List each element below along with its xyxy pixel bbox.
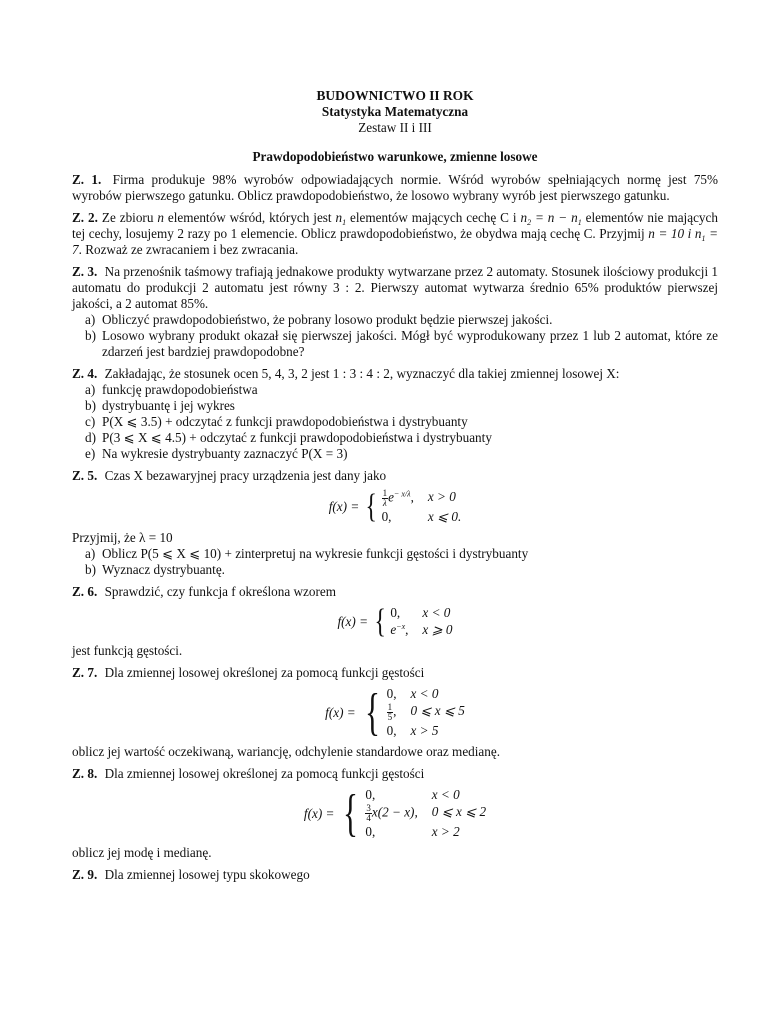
- problem-text: oblicz jej modę i medianę.: [72, 845, 212, 860]
- density-formula: f(x) = { 0, x < 0 $\frac{1}{5}$ , 0 ⩽ x ⩽ 5 0, x > 5: [325, 683, 465, 741]
- problem-label: Z. 1.: [72, 172, 102, 187]
- problem-9: [72, 867, 718, 883]
- problem-text: elementów wśród, których jest: [163, 210, 336, 225]
- section-title: Prawdopodobieństwo warunkowe, zmienne losowe: [252, 149, 538, 164]
- density-formula: f(x) = { 0, x < 0 $e^{-x}$, x ⩾ 0: [337, 602, 453, 640]
- problem-text: elementów nie mających tej cechy, losujemy 2 razy po 1 elemencie. Oblicz prawdopodobieństwo, że obydwa mają cechę C. Przyjmij: [72, 210, 718, 241]
- math-n1: $n_1$: [335, 210, 347, 227]
- problem-text: elementów mających cechę C i: [346, 210, 521, 225]
- formula-cases: 0, x < 0 $e^{-x}$, x ⩾ 0: [390, 605, 453, 637]
- problem-label: Z. 2.: [72, 210, 98, 225]
- subject-title: Statystyka Matematyczna: [321, 104, 469, 119]
- problem-6: [72, 584, 718, 659]
- set-title: Zestaw II i III: [358, 120, 432, 135]
- formula-cases: $\frac{1}{\lambda}$ $e^{- x/\lambda}$, x > 0 0, x ⩽ 0.: [381, 488, 462, 524]
- problem-text: Na przenośnik taśmowy trafiają jednakowe produkty wytwarzane przez 2 automaty. Stosunek ilościowy produkcji 1 automatu do produkcji 2 automatu jest równy 3 : 2. Pierwszy automat wytwarza średnio 65% produktów pierwszej jakości, a 2 automat 85%.: [72, 264, 719, 311]
- subtask-item: e) Na wykresie dystrybuanty zaznaczyć P(X = 3): [85, 446, 348, 461]
- problem-text: Dla zmiennej losowej typu skokowego: [104, 867, 310, 882]
- problem-5: [72, 468, 718, 578]
- problem-text: jest funkcją gęstości.: [72, 643, 183, 658]
- problem-8: [72, 766, 718, 861]
- problem-label: Z. 3.: [72, 264, 98, 279]
- problem-text: Dla zmiennej losowej określonej za pomocą funkcji gęstości: [104, 766, 425, 781]
- subtask-item: b) Wyznacz dystrybuantę.: [85, 562, 225, 577]
- density-formula: f(x) = { $\frac{1}{\lambda}$ $e^{- x/\lambda}$, x > 0 0, x ⩽ 0.: [328, 488, 462, 525]
- math-n2: $n_2 = n - n_1$: [520, 210, 582, 227]
- problem-text: Zakładając, że stosunek ocen 5, 4, 3, 2 jest 1 : 3 : 4 : 2, wyznaczyć dla takiej zmiennej losowej X:: [104, 366, 620, 381]
- problem-text: Sprawdzić, czy funkcja f określona wzorem: [104, 584, 336, 599]
- course-title: BUDOWNICTWO II ROK: [316, 88, 474, 103]
- density-formula: f(x) = { 0, x < 0 $\frac{3}{4}$ x(2 − x), 0 ⩽ x ⩽ 2 0, x > 2: [303, 784, 487, 842]
- formula-cases: 0, x < 0 $\frac{3}{4}$ x(2 − x), 0 ⩽ x ⩽ 2 0, x > 2: [365, 787, 487, 839]
- problem-3: [72, 264, 718, 360]
- problem-text: . Rozważ ze zwracaniem i bez zwracania.: [78, 242, 299, 257]
- problem-1: [72, 172, 718, 204]
- subtask-list: [72, 312, 718, 360]
- problem-text: Dla zmiennej losowej określonej za pomocą funkcji gęstości: [104, 665, 425, 680]
- math-params: n = 10 i $n_1 = 7$: [72, 226, 718, 257]
- subtask-list: [72, 382, 718, 462]
- subtask-item: a) Obliczyć prawdopodobieństwo, że pobrany losowo produkt będzie pierwszej jakości.: [85, 312, 553, 327]
- document-header: [72, 88, 718, 136]
- problem-text: Firma produkuje 98% wyrobów odpowiadających normie. Wśród wyrobów spełniających normę jest 75% wyrobów pierwszego gatunku. Oblicz prawdopodobieństwo, że losowo wybrany wyrób jest pierwszego gatunku.: [72, 172, 718, 203]
- problem-2: [72, 210, 718, 258]
- problem-label: Z. 5.: [72, 468, 98, 483]
- document-page: [72, 88, 718, 883]
- formula-cases: 0, x < 0 $\frac{1}{5}$ , 0 ⩽ x ⩽ 5 0, x > 5: [386, 686, 465, 738]
- problem-text: oblicz jej wartość oczekiwaną, wariancję, odchylenie standardowe oraz medianę.: [72, 744, 501, 759]
- problem-label: Z. 4.: [72, 366, 98, 381]
- problem-label: Z. 8.: [72, 766, 98, 781]
- subtask-item: b) dystrybuantę i jej wykres: [85, 398, 235, 413]
- subtask-list: [72, 546, 718, 578]
- problem-text: Przyjmij, że λ = 10: [72, 530, 173, 545]
- problem-7: [72, 665, 718, 760]
- subtask-item: d) P(3 ⩽ X ⩽ 4.5) + odczytać z funkcji prawdopodobieństwa i dystrybuanty: [85, 430, 492, 445]
- subtask-item: b) Losowo wybrany produkt okazał się pierwszej jakości. Mógł być wyprodukowany przez 1 lub 2 automat, które ze zdarzeń jest bardziej prawdopodobne?: [85, 328, 718, 359]
- subtask-item: a) Oblicz P(5 ⩽ X ⩽ 10) + zinterpretuj na wykresie funkcji gęstości i dystrybuanty: [85, 546, 529, 561]
- problem-label: Z. 7.: [72, 665, 98, 680]
- math-n: n: [157, 210, 164, 225]
- problem-4: [72, 366, 718, 462]
- subtask-item: a) funkcję prawdopodobieństwa: [85, 382, 258, 397]
- subtask-item: c) P(X ⩽ 3.5) + odczytać z funkcji prawdopodobieństwa i dystrybuanty: [85, 414, 468, 429]
- problem-text: Ze zbioru: [101, 210, 158, 225]
- problem-label: Z. 9.: [72, 867, 98, 882]
- problem-text: Czas X bezawaryjnej pracy urządzenia jest dany jako: [104, 468, 387, 483]
- problem-label: Z. 6.: [72, 584, 98, 599]
